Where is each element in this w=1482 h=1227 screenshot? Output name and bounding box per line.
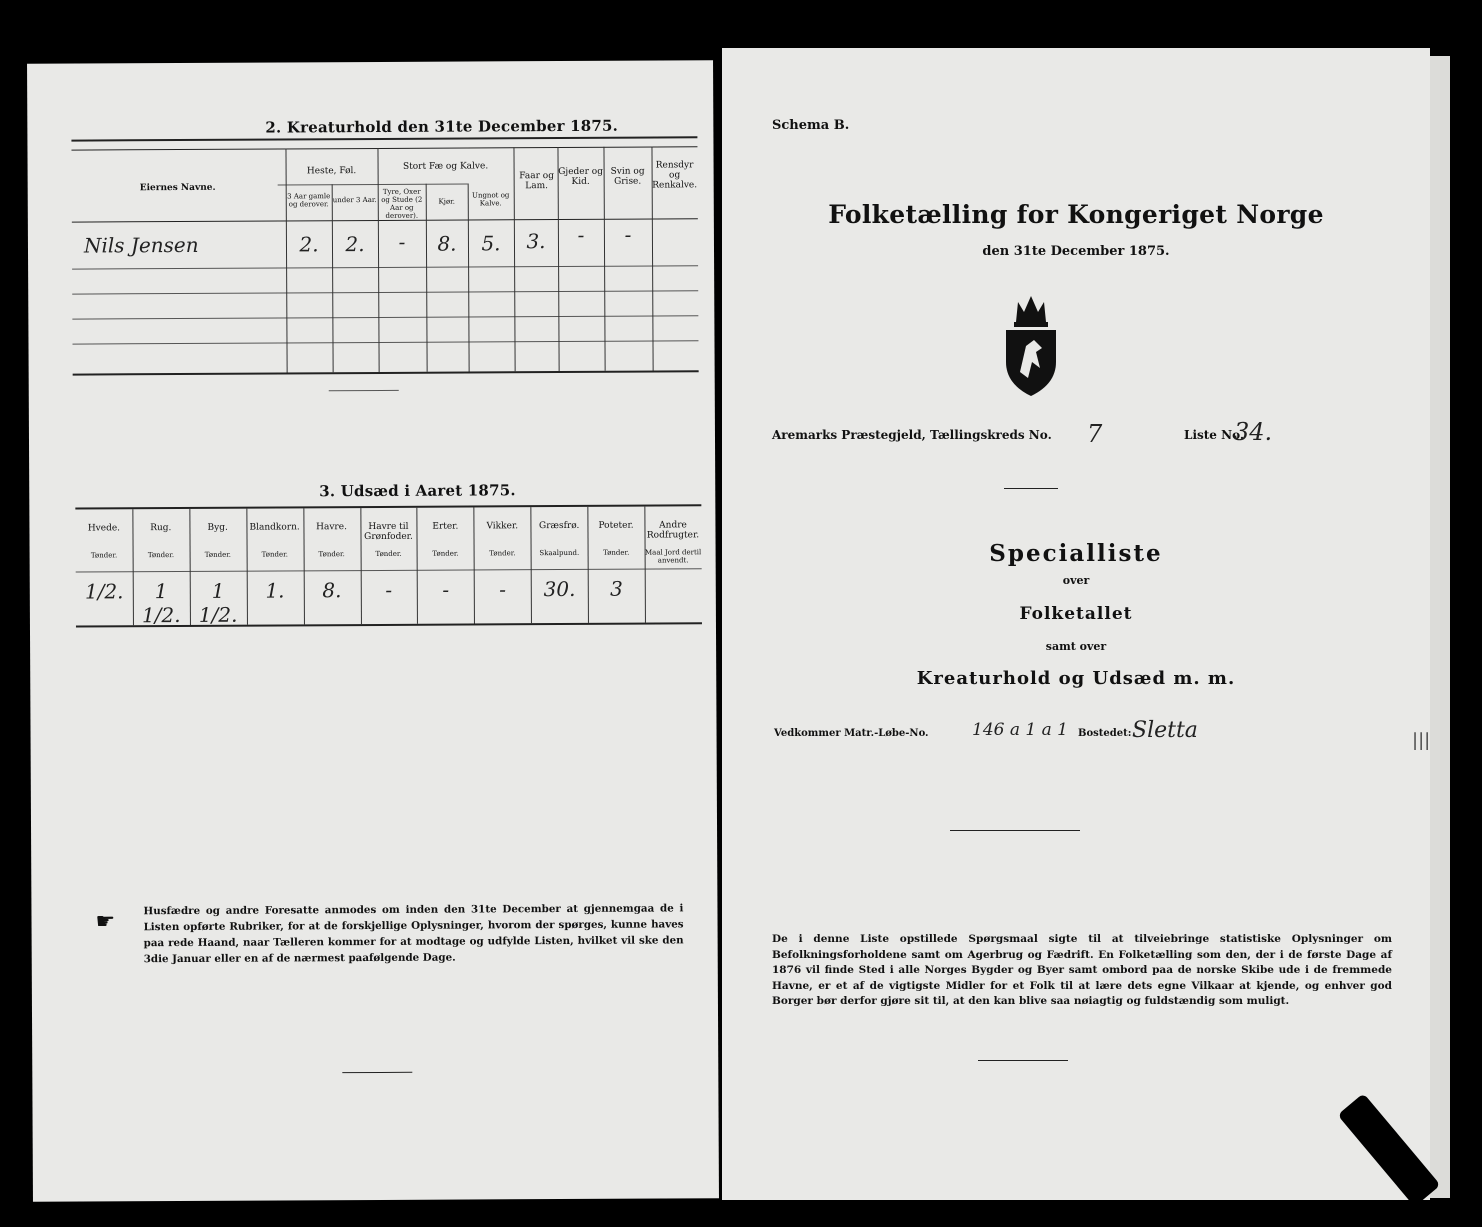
pointing-hand-icon: ☛ [95,909,116,935]
ungnot-value: 5. [481,231,501,256]
sowing-col-name: Poteter. [598,520,634,531]
sowing-col-name: Byg. [207,522,228,533]
instruction-note: Husfædre og andre Foresatte anmodes om inden den 31te December at gjennemgaa de i Listen opførte Rubriker, for at de forskjellige Oplysninger, hvorom der spørges, kunne haves paa rede Haand, naar Tælleren kommer for at modtage og udfylde Listen, hvilket vil ske den 3die Januar eller en af de nærmest paafølgende Dage. [143,902,684,966]
heste-old-value: 2. [299,232,319,257]
tyre-value: - [398,229,406,254]
sowing-col-unit: Tønder. [261,550,288,559]
sowing-col-name: Græsfrø. [538,520,580,532]
gjeder-header: Gjeder og Kid. [558,166,603,187]
sowing-col-name: Andre Rodfrugter. [646,520,700,541]
sowing-value: 1/2. [84,579,124,604]
sowing-col-unit: Tønder. [489,549,516,558]
sowing-col-name: Rug. [150,523,172,534]
storfe-sub1: Tyre, Oxer og Stude (2 Aar og derover). [381,187,423,220]
sowing-col-name: Havre til Grønfoder. [364,521,413,543]
samt-over-label: samt over [1045,640,1107,653]
explanatory-paragraph: De i denne Liste opstillede Spørgsmaal sigte til at tilveiebringe statistiske Oplysninger om Befolkningsforholdene samt om Agerbrug og Fædrift. En Folketælling som den, der i de første Dage af 1876 vil finde Sted i alle Norges Bygder og Byer samt ombord paa de norske Skibe ude i de fremmede Havne, er et af de vigtigste Midler for et Folk til at lære dets egne Vilkaar at kjende, og enhver god Borger bør derfor gjøre sit til, at den kan blive saa nøiagtig og fuldstændig som muligt. [772,933,1392,1007]
sowing-col-unit: Tønder. [432,549,459,558]
storfe-sub2: Kjør. [438,197,455,206]
margin-marks: ||| [1412,730,1431,751]
section3-title: 3. Udsæd i Aaret 1875. [319,481,516,501]
schema-label: Schema B. [772,118,850,133]
sowing-col-name: Havre. [316,522,347,533]
right-page [722,48,1430,1200]
bosted-value: Sletta [1132,718,1198,743]
over-label-1: over [1062,574,1090,587]
storfe-header: Stort Fæ og Kalve. [402,161,489,172]
sowing-col-unit: Tønder. [603,548,630,557]
heste-sub2: under 3 Aar. [332,195,377,205]
sowing-col-name: Blandkorn. [249,522,300,533]
svin-value: - [624,222,632,247]
coat-of-arms-emblem [1000,292,1062,398]
sowing-col-unit: Tønder. [204,550,232,559]
sowing-value: 1 1/2. [141,579,181,628]
folketallet-title: Folketallet [1019,604,1133,624]
prestegjeld-label: Aremarks Præstegjeld, Tællingskreds No. [772,428,1052,442]
main-title: Folketælling for Kongeriget Norge [828,200,1324,229]
specialliste-title: Specialliste [989,540,1163,567]
kjor-value: 8. [437,231,457,256]
left-page [27,60,719,1202]
sowing-value: 1 1/2. [198,578,238,627]
sowing-col-name: Vikker. [486,521,519,532]
svin-header: Svin og Grise. [610,166,645,187]
heste-header: Heste, Føl. [306,166,357,177]
kreds-number: 7 [1087,420,1103,448]
sowing-col-name: Erter. [432,521,459,532]
rensdyr-header: Rensdyr og Renkalve. [652,160,698,191]
owner-header: Eiernes Navne. [139,182,216,194]
owner-name: Nils Jensen [83,232,199,258]
sowing-value: - [385,577,393,602]
section2-title: 2. Kreaturhold den 31te December 1875. [265,116,619,137]
sowing-value: 1. [265,578,285,603]
heste-sub1: 3 Aar gamle og derover. [287,192,331,209]
sowing-value: - [499,577,507,602]
census-date: den 31te December 1875. [982,244,1170,259]
liste-number: 34. [1234,418,1273,446]
sowing-value: 30. [543,576,576,602]
bosted-label: Bostedet: [1078,728,1132,739]
faar-header: Faar og Lam. [519,171,555,192]
sowing-col-unit: Tønder. [90,551,118,560]
sowing-value: - [442,577,450,602]
storfe-sub3: Ungnot og Kalve. [472,191,510,208]
faar-value: 3. [526,229,546,254]
kreaturhold-title: Kreaturhold og Udsæd m. m. [916,668,1236,689]
sowing-col-unit: Tønder. [318,550,345,559]
sowing-col-unit: Tønder. [147,551,175,560]
sowing-col-unit: Tønder. [375,549,402,558]
sowing-col-name: Hvede. [87,523,121,534]
sowing-col-unit: Maal Jord dertil anvendt. [644,548,702,565]
sowing-col-unit: Skaalpund. [539,548,580,558]
heste-young-value: 2. [345,232,365,257]
matr-number: 146 a 1 a 1 [972,720,1068,740]
gjeder-value: - [577,222,585,247]
sowing-value: 8. [322,578,342,603]
sowing-value: 3 [609,576,623,601]
matr-label: Vedkommer Matr.-Løbe-No. [774,728,929,739]
liste-label: Liste No. [1184,428,1245,442]
